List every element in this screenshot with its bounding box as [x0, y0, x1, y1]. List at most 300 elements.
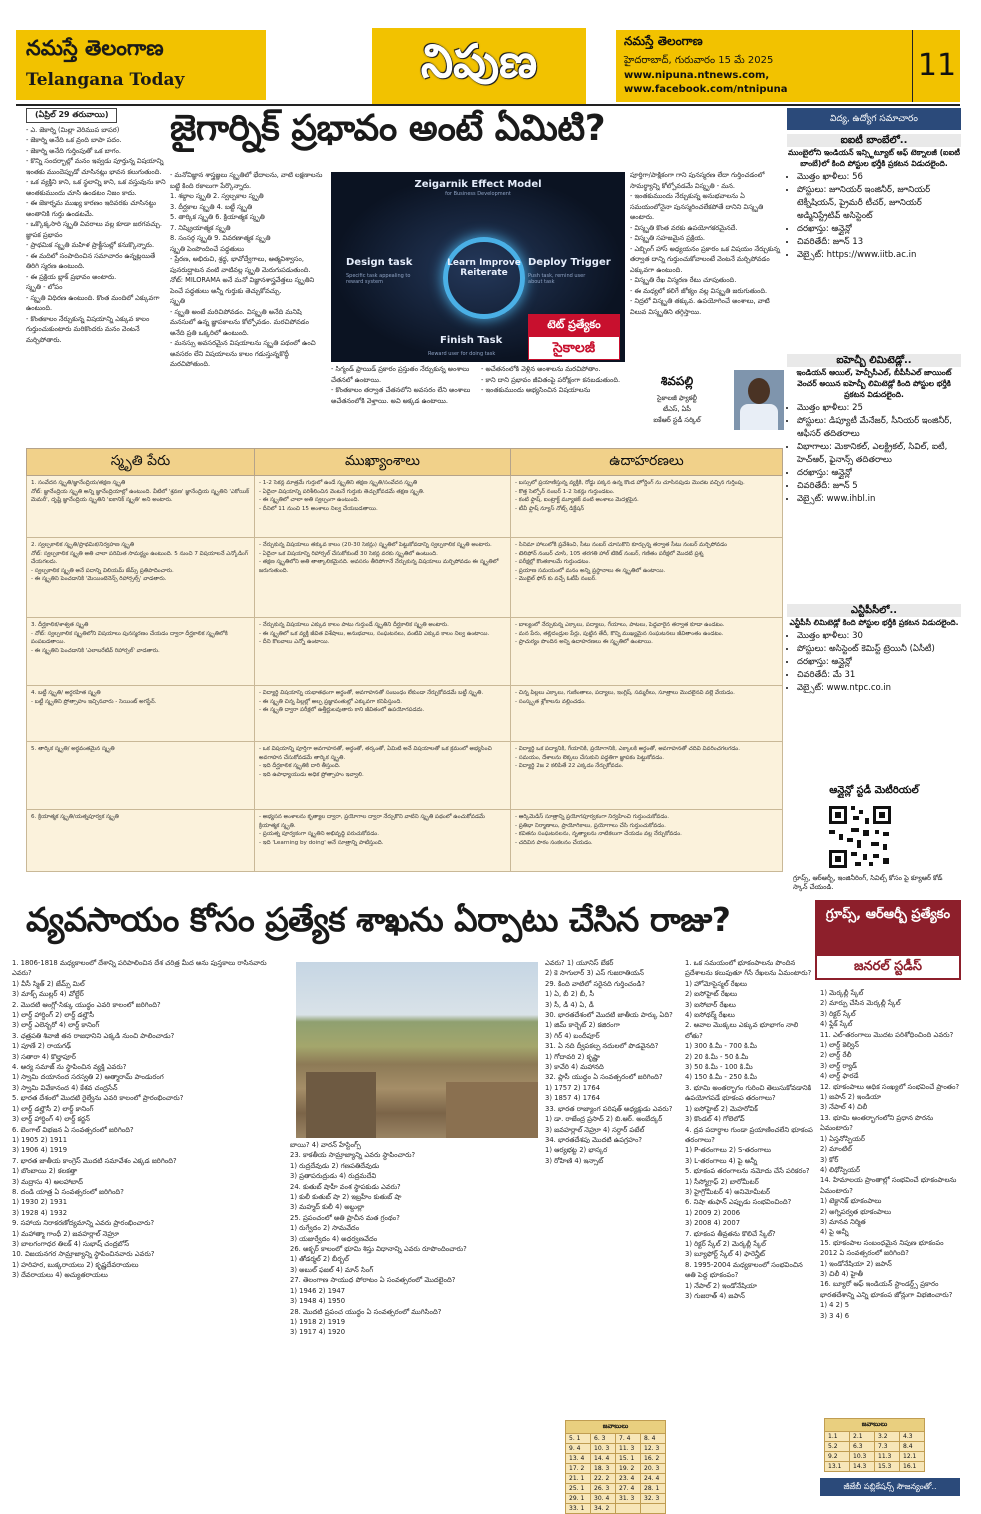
- text-line: - అచేతనంలోకి వెళ్లిన అంశాలను మరచిపోతాం.: [481, 365, 601, 373]
- text-line: 8. 1995-2004 మధ్యకాలంలో సంభవించిన అతి పెద్ద భూకంపం?: [685, 1260, 803, 1280]
- text-line: 12. భూకంపాలు అధిక సంఖ్యలో సంభవించే ప్రాంతం?: [820, 1082, 960, 1091]
- questions-column5: [820, 988, 960, 1418]
- job-box-list: [787, 402, 961, 506]
- text-line: 3) రోహిణి 4) ఇన్సాట్: [545, 1156, 604, 1165]
- questions-column1: [12, 958, 284, 1498]
- text-line: 1) హరిహర, బుక్కరాయలు 2) కృష్ణదేవరాయలు: [12, 1260, 139, 1269]
- author-role: సైకాలజీ ఫ్యాకల్టీ: [656, 394, 698, 402]
- text-line: - ఈ ప్రక్రియ బ్లాక్ ప్రభావం అంటారు.: [26, 272, 117, 281]
- text-line: 3) రిక్టర్ స్కేల్: [820, 1009, 856, 1018]
- text-line: 25. ప్రపంచంలో అతి ప్రాచీన మత గ్రంథం?: [290, 1213, 400, 1222]
- answer-row: [566, 1464, 666, 1474]
- table-row: [27, 476, 783, 538]
- text-line: 3) స్వామి వివేకానంద 4) కేశవ చంద్రసేన్: [12, 1083, 118, 1092]
- text-line: 1) ఏ, బీ 2) బీ, సీ: [545, 990, 595, 999]
- text-line: • వెబ్సైట్: www.ntpc.co.in: [797, 682, 961, 695]
- text-line: 1) సీస్మోగ్రాఫ్ 2) బారోమీటర్: [685, 1177, 759, 1186]
- job-box-ihbl: [787, 354, 961, 506]
- text-line: 3) L-తరంగాలు 4) పై అన్నీ: [685, 1156, 758, 1165]
- text-line: 3) సతారా 4) కొల్హాపూర్: [12, 1052, 76, 1061]
- table-cell-examples: - బాల్యంలో నేర్చుకున్న ఎక్కాలు, పద్యాలు, గేయాలు, పాటలు, పెద్దవారైన తర్వాత కూడా ఉండటం. - మన పేరు, తల్లిదండ్రుల పేర్లు, పుట్టిన తేదీ, కొన్ని ముఖ్యమైన సంఘటనలు జీవితాంతం ఉండటం. - ప్రాచుర్యం పొందిన అన్ని ఉదాహరణలు ఈ స్మృతిలో ఉంటాయి.: [511, 618, 783, 686]
- table-cell-examples: - చిన్న పిల్లలు ఎక్కాలు, గుణింతాలు, పద్యాలు, ఇంగ్లిష్, సమ్మరీలు, సూత్రాలు మొదలైనవి వల్లె వేయడం. - సంస్కృత శ్లోకాలను వల్లించడం.: [511, 686, 783, 742]
- answer-cell: 21. 1: [566, 1474, 591, 1484]
- table-row: [27, 686, 783, 742]
- article1-column2: [170, 170, 325, 450]
- table-row: [27, 538, 783, 618]
- text-line: 1) హోమోసైస్మల్ రేఖలు: [685, 979, 748, 988]
- text-line: - స్మృతి విధిరణ ఉంటుంది. కొంత మందిలో ఎక్కువగా ఉంటుంది.: [26, 293, 160, 312]
- text-line: 2. ఆవాల మొక్కలు ఎక్కువ భూభాగం నాలి లోతు?: [685, 1021, 799, 1040]
- text-line: 3) గిర్ 4) బందీపూర్: [545, 1031, 600, 1040]
- jobs-sidebar: [787, 108, 961, 891]
- text-line: 32. ప్లాసీ యుద్ధం ఏ సంవత్సరంలో జరిగింది?: [545, 1073, 663, 1082]
- text-line: 1) మెర్కల్లీ స్కేల్: [820, 989, 864, 997]
- qr-caption: గ్రూప్స్, ఆర్ఆర్బీ, ఇంజినీరింగ్, సివిల్స్ కోసం పై క్యూఆర్ కోడ్ స్కాన్ చేయండి.: [793, 874, 943, 891]
- table-cell-examples: - సినిమా హాలులోకి ప్రవేశించి, సీటు నంబర్ చూసుకొని కూర్చున్న తర్వాత సీటు నంబర్ మర్చిపోవడం - టెలిఫోన్ నంబర్ చూసి, 105 తరగతి హాల్ టికెట్ నంబర్, గణితం పరీక్షలో మొదటి ప్రశ్న - పరీక్షల్లో కొంతకాలమే గుర్తుండటం. - ప్రయాణ సమయంలో మనం అన్ని ప్రస్థానాలు ఈ స్మృతిలో ఉంటాయి. - మొబైల్ ఫోన్ కు వచ్చే ఓటీపీ నంబర్.: [511, 538, 783, 618]
- text-line: 33. భారత రాజ్యాంగ పరిషత్ అధ్యక్షుడు ఎవరు?: [545, 1104, 673, 1113]
- answer-cell: 7.3: [875, 1442, 900, 1452]
- text-line: - నిద్రలో విస్మృతి తక్కువ. ఉపయోగించే అంశాలు, వాటి విలువ విస్మృతిని తగ్గిస్తాయి.: [630, 297, 770, 316]
- brand-left-english: Telangana Today: [26, 70, 185, 90]
- job-box-iitb: [787, 134, 961, 262]
- text-line: 3) మద్రాసు 4) అలహాబాద్: [12, 1177, 83, 1186]
- text-line: 30. భారతదేశంలో మొదటి జాతీయ పార్కు ఏది?: [545, 1011, 673, 1020]
- table-cell-points: - అభ్యసన అంశాలను కృత్యాల ద్వారా, ప్రయోగాల ద్వారా నేర్చుకొని వాటిని స్మృతి పథంలో ఉంచుకోవడమే క్రియాత్మక స్మృతి. - ప్రయత్న పూర్వకంగా స్మృతిని అభివృద్ధి పరుచుకోవడం. - ఇది 'Learning by doing' అనే సూత్రాన్ని పాటిస్తుంది.: [255, 810, 511, 872]
- answer-cell: 4.3: [900, 1432, 925, 1442]
- text-line: - ఒక వ్యక్తిని కాని, ఒక స్థలాన్ని కాని, ఒక వస్తువును కాని అంతకుముందు చూసి ఉండటం నిజం కాదు.: [26, 178, 166, 197]
- answer-cell: 2.1: [850, 1432, 875, 1442]
- answer-row: [566, 1504, 666, 1514]
- text-line: 27. తెలంగాణ సాయుధ పోరాటం ఏ సంవత్సరంలో మొదలైంది?: [290, 1276, 456, 1285]
- table-row: [27, 810, 783, 872]
- text-line: • వెబ్సైట్: www.ihbl.in: [797, 493, 961, 506]
- text-line: 16. బ్యూరో ఆఫ్ ఇండియన్ స్టాండర్డ్స్ ప్రకారం భారతదేశాన్ని ఎన్ని భూకంప జోన్లుగా విభజించారు?: [820, 1280, 953, 1299]
- text-line: 3) లార్డ్ ఎలెన్బరో 4) లార్డ్ కానింగ్: [12, 1021, 100, 1030]
- text-line: 1) 1905 2) 1911: [12, 1135, 68, 1144]
- text-line: నోట్: MILORAMA అనే మనో విజ్ఞానశాస్త్రవేత్తలు స్మృతిని పెంచే పద్ధతులు అన్నీ గుర్తుకు తెచ్చుకోవచ్చు.: [170, 276, 315, 295]
- answer-row: [825, 1462, 925, 1472]
- table-header-name: స్మృతి పేరు: [27, 449, 255, 476]
- answer-cell: 9.2: [825, 1452, 850, 1462]
- diagram-left-label: Design task: [346, 257, 413, 268]
- text-line: 1) 1930 2) 1931: [12, 1198, 68, 1207]
- job-box-title: ఐఐటీ బాంబేలో..: [787, 134, 961, 147]
- text-line: 1) పూణే 2) రాయగఢ్: [12, 1042, 72, 1051]
- text-line: 1) నేపాల్ 2) ఇండోనేషియా: [685, 1281, 757, 1290]
- text-line: 1) టెక్టానిక్ భూకంపాలు: [820, 1197, 882, 1206]
- answer-cell: 10. 3: [591, 1444, 616, 1454]
- text-line: • చివరితేదీ: జూన్ 5: [797, 480, 961, 493]
- text-line: 3) గుజరాత్ 4) జపాన్: [685, 1292, 745, 1300]
- text-line: 2. మొదటి ఆంగ్లో-సిక్కు యుద్ధం ఎవరి కాలంలో జరిగింది?: [12, 1000, 161, 1009]
- article1-column1-body: [26, 125, 166, 346]
- answer-cell: 12. 3: [641, 1444, 666, 1454]
- text-line: - ఒక్కొక్కసారి స్మృతి వివరాలు వల్ల కూడా జరగవచ్చు.: [26, 220, 162, 228]
- brand-left-telugu: నమస్తే తెలంగాణ: [26, 36, 164, 60]
- answer-key-2-body: [825, 1432, 925, 1472]
- text-line: - సిగ్మండ్ ఫ్రాయిడ్ ప్రకారం ప్రస్తుతం నేర్చుకున్న అంశాలు చేతనలో ఉంటాయి.: [331, 365, 470, 384]
- text-line: - విస్మృతి రేఖ విస్మరణ రేటు చూపుతుంది.: [630, 276, 737, 284]
- text-line: - స్మృతి అంటే మరిచిపోవడం. విస్మృతి అనేది మనిషి మనసులో ఉన్న జ్ఞాపకాలను కోల్పోవడం. మరచిపోవడం అనేది ప్రతి ఒక్కరిలో ఉంటుంది.: [170, 307, 309, 337]
- answer-cell: 7. 4: [616, 1434, 641, 1444]
- ruins-wall-2: [446, 1082, 538, 1138]
- text-line: 1) 1757 2) 1764: [545, 1083, 601, 1092]
- text-line: 3. ఛత్రపతి శివాజీ తన రాజధానిని ఎక్కడి నుంచి పాలించాడు?: [12, 1031, 175, 1040]
- diagram-bottom-sub: Reward user for doing task: [428, 351, 496, 357]
- text-line: 11. ఎల్-తరంగాలు మొదట పరిశోధించింది ఎవరు?: [820, 1030, 954, 1039]
- job-box-ntpc: [787, 604, 961, 695]
- text-line: 5. భూకంప తరంగాలను నమోదు చేసే పరికరం?: [685, 1167, 810, 1176]
- cycle-ring-icon: [443, 237, 525, 319]
- text-line: 7. నిష్క్రియాత్మక స్మృతి: [170, 223, 231, 232]
- text-line: • చివరితేదీ: జూన్ 13: [797, 236, 961, 249]
- questions-column4-body: [685, 958, 815, 1301]
- text-line: • దరఖాస్తు: ఆన్లైన్లో: [797, 656, 961, 669]
- text-line: 3. భూమి అంతర్భాగం గురించి తెలుసుకోవడానికి ఉపయోగపడే భూకంప తరంగాలు?: [685, 1083, 812, 1103]
- author-location: టీఎస్, ఏపీ: [663, 405, 691, 413]
- table-cell-name: 3. దీర్ఘకాలిక/శాశ్వత స్మృతి - నోట్: స్వల్పకాలిక స్మృతిలోని విషయాలు పునస్మరణం చేయడం ద్వారా దీర్ఘకాలిక స్మృతిలోకి పంపబడతాయి. - ఈ స్మృతిని పెంచడానికి 'ఎలాబరేటివ్ రిహార్సల్' వాడతారు.: [27, 618, 255, 686]
- text-line: 4) లార్డ్ ఫారడే: [820, 1072, 859, 1081]
- author-box: [624, 370, 784, 448]
- text-line: 5. భారత దేశంలో మొదటి రైల్వేను ఎవరి కాలంలో ప్రారంభించారు?: [12, 1094, 184, 1103]
- text-line: 4) లిథోస్ఫియర్: [820, 1165, 861, 1174]
- answer-row: [566, 1474, 666, 1484]
- text-line: 8. సంసర్గ స్మృతి 9. వివరణాత్మక స్మృతి: [170, 234, 271, 242]
- text-line: 28. మొదటి ప్రపంచ యుద్ధం ఏ సంవత్సరంలో ముగిసింది?: [290, 1307, 442, 1316]
- article1-column2-body: [170, 170, 325, 370]
- text-line: 3) ఐసోబార్ రేఖలు: [685, 1000, 736, 1009]
- text-line: 3) 1948 4) 1950: [290, 1297, 346, 1306]
- diagram-title: Zeigarnik Effect Model: [414, 179, 542, 190]
- text-line: 4. ద్రవ పదార్థాల గుండా ప్రయాణించలేని భూకంప తరంగాలు?: [685, 1125, 813, 1144]
- text-line: 1) 2009 2) 2006: [685, 1208, 741, 1217]
- answer-cell: 3.2: [875, 1432, 900, 1442]
- text-line: 2) మాంటిల్: [820, 1145, 852, 1154]
- diagram-right-label: Deploy Trigger: [528, 257, 611, 268]
- answer-row: [566, 1484, 666, 1494]
- text-line: - ప్రేరణ, అభిరుచి, శ్రద్ధ, భావోద్వేగాలు, ఆత్మవిశ్వాసం, పునరుద్ఘాటన వంటి వాటివల్ల స్మృతి మెరుగుపడుతుంది.: [170, 255, 311, 274]
- text-line: 1) తోడర్మల్ 2) బీర్బల్: [290, 1255, 349, 1264]
- issue-date: హైదరాబాద్, గురువారం 15 మే 2025: [624, 55, 774, 66]
- text-line: జ్ఞాపక ప్రభావం: [26, 230, 63, 239]
- text-line: 1) 4 2) 5: [820, 1301, 850, 1310]
- masthead: [16, 28, 960, 106]
- diagram-center-label: Learn Improve Reiterate: [447, 258, 521, 278]
- text-line: 1) 300 కి.మీ - 700 కి.మీ: [685, 1042, 757, 1051]
- job-box-title: ఐహెచ్బీ లిమిటెడ్లో..: [787, 354, 961, 367]
- job-box-list: [787, 630, 961, 695]
- answer-cell: 11. 3: [616, 1444, 641, 1454]
- text-line: 5. తార్కిక స్మృతి 6. క్రియాత్మక స్మృతి: [170, 213, 265, 221]
- answer-cell: 5.2: [825, 1442, 850, 1452]
- text-line: 3) నేపాల్ 4) చిలీ: [820, 1103, 868, 1112]
- text-line: - ఇంతకుముందు నేర్చుకున్న అనుభవాలను ఏ సమయంలోనైనా పునస్మరించలేకపోతే దానిని విస్మృతి అంటారు.: [630, 192, 764, 221]
- answer-cell: 11.3: [875, 1452, 900, 1462]
- answer-cell: 5. 1: [566, 1434, 591, 1444]
- text-line: 34. భారతదేశపు మొదటి ఉపగ్రహం?: [545, 1135, 643, 1144]
- job-box-title: ఎన్టీపీసీలో..: [787, 604, 961, 617]
- text-line: స్మృతి - లోపం: [26, 283, 63, 291]
- text-line: - విస్మృతి సహజమైన ప్రక్రియ.: [630, 234, 705, 242]
- section-name: నిపుణ: [420, 34, 538, 88]
- text-line: 1) డా. రాజేంద్ర ప్రసాద్ 2) బి.ఆర్. అంబేద్కర్: [545, 1115, 663, 1124]
- answer-cell: 32. 3: [641, 1494, 666, 1504]
- answer-cell: 17. 2: [566, 1464, 591, 1474]
- answer-cell: 15. 1: [616, 1454, 641, 1464]
- text-line: 3) 2008 4) 2007: [685, 1219, 741, 1228]
- text-line: 1) 1946 2) 1947: [290, 1286, 346, 1295]
- text-line: 3) చిలీ 4) హైతీ: [820, 1269, 863, 1278]
- tag-line1: టెట్ ప్రత్యేకం: [547, 318, 601, 331]
- table-cell-points: - ఒక విషయాన్ని పూర్తిగా అవగాహనతో, అర్థంతో, తర్కంతో, ఏమిటి అనే విషయాలతో ఒక క్రమంలో అభ్యసించి అవగాహన చేసుకోవడమే తార్కిక స్మృతి. - ఇది దీర్ఘకాలిక స్మృతికి దారి తీస్తుంది. - ఇది ఉపాధ్యాయుడు అధిక ప్రోత్సాహం ఇవ్వాలి.: [255, 742, 511, 810]
- answer-cell: 30. 4: [591, 1494, 616, 1504]
- questions-column2-body: [290, 1140, 540, 1338]
- text-line: • మొత్తం ఖాళీలు: 30: [797, 630, 961, 643]
- answer-cell: 33. 1: [566, 1504, 591, 1514]
- answer-cell: 26. 3: [591, 1484, 616, 1494]
- answer-cell: 27. 4: [616, 1484, 641, 1494]
- text-line: 4) ఐసోథర్మ్ రేఖలు: [685, 1011, 735, 1020]
- text-line: • పోస్టులు: అసిస్టెంట్ కెమిస్ట్ ట్రెయినీ (ఏసీటీ): [797, 643, 961, 656]
- text-line: - కొంతకాలం నేర్చుకున్న విషయాన్ని ఎక్కువ కాలం గుర్తుంచుకుంటారు మరికొందరు మనం వెంటనే మర్చిపోతారు.: [26, 314, 150, 344]
- continuation-date: (ఏప్రిల్ 29 తరువాయి): [26, 108, 117, 123]
- text-line: 3) లార్డ్ హార్డింగ్ 4) లార్డ్ కర్జన్: [12, 1115, 90, 1124]
- text-line: - ఈ జెకార్నమ ముఖ్య కారణం ఇదివరకు చూసినట్టు అంతానికి గుర్తు ఉండటమే.: [26, 199, 157, 218]
- text-line: 3) 1917 4) 1920: [290, 1328, 346, 1337]
- text-line: 1. శబ్దాల స్మృతి 2. స్వల్పకాల స్మృతి: [170, 192, 264, 200]
- text-line: - కొంతకాలం తర్వాత చేతనలోని అవసరం లేని అంశాలు అచేతనంలోకి వెళ్తాయి. అవి అక్కడ ఉంటాయి.: [331, 386, 471, 405]
- text-line: 1) ఐసోహైట్ 2) మెహరోవిక్: [685, 1104, 758, 1113]
- text-line: స్మృతి పెంపొందించే పద్ధతులు: [170, 244, 244, 253]
- brand-right: [616, 30, 960, 102]
- text-line: స్మృతి: [170, 297, 186, 305]
- text-line: • మొత్తం ఖాళీలు: 56: [797, 171, 961, 184]
- answer-key-title: జవాబులు: [566, 1421, 666, 1434]
- text-line: 1) P-తరంగాలు 2) S-తరంగాలు: [685, 1146, 771, 1155]
- questions-column3-body: [545, 958, 680, 1166]
- answer-cell: 14. 4: [591, 1454, 616, 1464]
- answer-row: [566, 1454, 666, 1464]
- text-line: 3. దీర్ఘకాల స్మృతి 4. బట్టీ స్మృతి: [170, 202, 253, 211]
- author-photo-body: [740, 404, 778, 430]
- job-box-desc: ముంబైలోని ఇండియన్ ఇన్స్టిట్యూట్ ఆఫ్ టెక్నాలజీ (ఐఐటీ బాంబే)లో కింది పోస్టుల భర్తీకి ప్రకటన విడుదలైంది.: [788, 148, 960, 168]
- answer-cell: 13.1: [825, 1462, 850, 1472]
- diagram-left-sub: Specific task appealing to reward system: [346, 273, 411, 285]
- text-line: 13. భూమి అంతర్భాగంలోని ప్రధాన పొరను ఏమంటారు?: [820, 1113, 934, 1133]
- author-photo-head: [748, 378, 770, 404]
- table-cell-name: 6. క్రియాత్మక స్మృతి/యత్నపూర్వక స్మృతి: [27, 810, 255, 872]
- answer-row: [566, 1434, 666, 1444]
- text-line: 1) మహాత్మా గాంధీ 2) జవహర్లాల్ నెహ్రూ: [12, 1229, 120, 1238]
- text-line: 3) దేవరాయలు 4) అచ్యుతరాయలు: [12, 1271, 108, 1280]
- answer-cell: 20. 3: [641, 1464, 666, 1474]
- table-header-points: ముఖ్యాంశాలు: [255, 449, 511, 476]
- text-line: 3) బాలగంగాధర తిలక్ 4) సుభాష్ చంద్రబోస్: [12, 1239, 130, 1248]
- answer-row: [825, 1452, 925, 1462]
- section-logo: [372, 28, 586, 104]
- text-line: 3) కావేరి 4) మహానది: [545, 1063, 604, 1072]
- text-line: • విభాగాలు: మెకానికల్, ఎలక్ట్రికల్, సివిల్, ఐటీ, హెచ్ఆర్, ఫైనాన్స్ తదితరాలు: [797, 441, 961, 467]
- text-line: • వెబ్సైట్: https://www.iitb.ac.in: [797, 249, 961, 262]
- text-line: 7. భారత జాతీయ కాంగ్రెస్ మొదటి సమావేశం ఎక్కడ జరిగింది?: [12, 1156, 177, 1165]
- answer-cell: 16.1: [900, 1462, 925, 1472]
- text-line: 3) అబుల్ ఫజల్ 4) మాన్ సింగ్: [290, 1265, 374, 1274]
- text-line: 4) 150 కి.మీ - 250 కి.మీ: [685, 1073, 757, 1082]
- article1-column3-body: [630, 170, 780, 317]
- tag-line2: సైకాలజీ: [528, 336, 620, 360]
- fort-ruins-photo: [296, 962, 538, 1138]
- text-line: 4) పై అన్నీ: [820, 1228, 849, 1237]
- text-line: 1) ఏస్తనోస్ఫియర్: [820, 1134, 865, 1143]
- table-cell-name: 5. తార్కిక స్మృతి/ అర్థవంతమైన స్మృతి: [27, 742, 255, 810]
- text-line: 31. ఏ నది ద్వీపకల్ప నదులలో పొడవైనది?: [545, 1042, 659, 1051]
- text-line: - మనోవిజ్ఞాన శాస్త్రజ్ఞలు స్మృతిలో భేదాలను, వాటి లక్షణాలను బట్టి కింది రకాలుగా పేర్కొన్నారు.: [170, 171, 323, 190]
- author-institute: ఐకేఆర్ స్టడీ సర్కిల్: [653, 416, 701, 424]
- text-line: 1) జపాన్ 2) ఇండియా: [820, 1093, 882, 1102]
- answer-cell: 9. 4: [566, 1444, 591, 1454]
- text-line: - జెకార్ని అనేది ఒక వ్రంది బాపా పదం.: [26, 136, 122, 144]
- brand-left: [16, 30, 266, 100]
- answer-cell: 13. 4: [566, 1454, 591, 1464]
- text-line: 2) కె సాగులార్ 3) ఎస్ గుజరాతియన్: [545, 969, 644, 978]
- text-line: 2) 20 కి.మీ - 50 కి.మీ: [685, 1052, 749, 1061]
- text-line: 6. బెంగాల్ విభజన ఏ సంవత్సరంలో జరిగింది?: [12, 1125, 134, 1134]
- text-line: 1) 1918 2) 1919: [290, 1317, 346, 1326]
- answer-cell: 24. 4: [641, 1474, 666, 1484]
- brand-right-telugu: నమస్తే తెలంగాణ: [624, 34, 703, 48]
- table-row: [27, 742, 783, 810]
- text-line: 4) ఫ్లేక్ స్కేల్: [820, 1020, 853, 1029]
- text-line: 4. ఆర్య సమాజ్ ను స్థాపించిన వ్యక్తి ఎవరు?: [12, 1063, 127, 1072]
- text-line: - ఎబ్బింగ్ హాస్ అధ్యయనం ప్రకారం ఒక విషయం నేర్చుకున్న తర్వాత దాన్ని గుర్తుంచుకోవాలంటే వెంటనే మర్చిపోవడం ఎక్కువగా ఉంటుంది.: [630, 244, 780, 274]
- answer-key-title: జవాబులు: [825, 1419, 925, 1432]
- text-line: 3) జవహర్లాల్ నెహ్రూ 4) సర్దార్ పటేల్: [545, 1125, 645, 1134]
- answer-cell: 6. 3: [591, 1434, 616, 1444]
- text-line: • చివరితేదీ: మే 31: [797, 669, 961, 682]
- text-line: 14. హిమాలయ ప్రాంతాల్లో సంభవించే భూకంపాలను ఏమంటారు?: [820, 1176, 957, 1195]
- text-line: 1) జిమ్ కార్బెట్ 2) కజిరంగా: [545, 1021, 620, 1030]
- answer-key-1-body: [566, 1434, 666, 1514]
- text-line: 26. అక్బర్ కాలంలో భూమి శిస్తు విధానాన్ని ఎవరు రూపొందించారు?: [290, 1245, 467, 1254]
- text-line: ఎవరు? 1) యూనిస్ బేకర్: [545, 959, 614, 967]
- answer-cell: 14.3: [850, 1462, 875, 1472]
- text-line: 1) కులీ కుతుబ్ షా 2) ఇబ్రహీం కుతుబ్ షా: [290, 1193, 402, 1202]
- text-line: 3) సీ, డీ 4) ఏ, డీ: [545, 1000, 594, 1009]
- questions-column3: [545, 958, 680, 1498]
- answer-cell: 25. 1: [566, 1484, 591, 1494]
- text-line: 3) ప్రతాపరుద్రుడు 4) రుద్రమదేవి: [290, 1172, 377, 1181]
- answer-row: [825, 1432, 925, 1442]
- answer-cell: 18. 3: [591, 1464, 616, 1474]
- author-photo: [734, 370, 784, 430]
- text-line: - విస్మృతి కొంత వరకు ఉపయోగకరమైనదే.: [630, 223, 738, 232]
- job-box-list: [787, 171, 961, 262]
- text-line: 15. భూకంపాల సంబంధమైన నిపుణ భూకంపం 2012 ఏ సంవత్సరంలో జరిగింది?: [820, 1238, 944, 1258]
- text-line: 1) వీసీ స్మిత్ 2) జేమ్స్ మిల్: [12, 979, 85, 988]
- answer-row: [825, 1442, 925, 1452]
- author-name: శివపల్లి: [660, 374, 694, 388]
- answer-cell: 6.3: [850, 1442, 875, 1452]
- answer-cell: [641, 1504, 666, 1514]
- answer-cell: 23. 4: [616, 1474, 641, 1484]
- diagram-subtitle: for Business Development: [445, 191, 511, 197]
- diagram-bottom-label: Finish Task: [440, 335, 503, 346]
- answer-cell: 1.1: [825, 1432, 850, 1442]
- text-line: 2) మార్పు చేసిన మెర్కల్లీ స్కేల్: [820, 999, 901, 1008]
- text-line: 3) 50 కి.మీ - 100 కి.మీ: [685, 1063, 753, 1072]
- table-cell-examples: - బస్సులో ప్రయాణిస్తున్న వ్యక్తికి, రోడ్డు పక్కన ఉన్న కొండ హోర్డింగ్ ను చూసినపుడు మొదట వచ్చిన గుర్తింపు. - కొత్త సెల్ఫోన్ నంబర్ 1-2 సెకన్లు గుర్తుండటం. - కంటి ఫ్లాష్, ఐంట్రాక్ట్ మ్యూజిక్ వంటి అంశాలు మెదళ్లపైన. - టీవీ ఫ్లాష్ న్యూస్ నోట్స్ డిక్టేషన్: [511, 476, 783, 538]
- answer-cell: 8. 4: [641, 1434, 666, 1444]
- answer-cell: [616, 1504, 641, 1514]
- text-line: 1. ఒక సమయంలో భూకంపాలను పొందిన ప్రదేశాలను కలుపుతూ గీసే రేఖలను ఏమంటారు?: [685, 959, 812, 978]
- text-line: 3) మానవ నిర్మిత: [820, 1217, 866, 1226]
- sidebar-header: విద్య, ఉద్యోగ సమాచారం: [787, 108, 961, 130]
- job-box-desc: ఎన్టీపీసీ లిమిటెడ్లో కింది పోస్టుల భర్తీకి ప్రకటన విడుదలైంది.: [789, 618, 959, 627]
- text-line: 1) గోదావరి 2) కృష్ణా: [545, 1052, 600, 1061]
- text-line: 3) లార్డ్ ర్యాడ్: [820, 1061, 857, 1070]
- questions-column5-body: [820, 988, 960, 1321]
- website-link[interactable]: www.nipuna.ntnews.com,: [624, 70, 770, 81]
- job-box-desc: ఇండియన్ ఆయిల్, హెచ్పీసీఎల్, బీపీసీఎల్ జాయింట్ వెంచర్ అయిన ఐహెచ్బీ లిమిటెడ్లో కింది పోస్టుల భర్తీకి ప్రకటన విడుదలైంది.: [796, 368, 952, 399]
- table-row: [27, 618, 783, 686]
- facebook-link[interactable]: www.facebook.com/ntnipuna: [624, 84, 788, 95]
- answer-cell: 29. 1: [566, 1494, 591, 1504]
- article1-column2b-body: [331, 364, 623, 406]
- text-line: 1) లార్డ్ కెల్విన్: [820, 1041, 859, 1050]
- text-line: 2) ఐసోహైట్ రేఖలు: [685, 990, 738, 999]
- text-line: 3) 1906 4) 1919: [12, 1146, 68, 1155]
- text-line: 6. నిషా తుఫాన్ ఎప్పుడు సంభవించింది?: [685, 1198, 792, 1207]
- text-line: 23. కాకతీయ సామ్రాజ్యాన్ని ఎవరు స్థాపించారు?: [290, 1151, 416, 1160]
- text-line: - ప్రాథమిక స్మృతి మహిళ ప్రాక్టీసుల్లో కనుక్కొన్నారు.: [26, 241, 155, 249]
- table-cell-name: 1. సంవేదన స్మృతి/జ్ఞానేంద్రియ/తక్షణ స్మృతి నోట్: జ్ఞానేంద్రియ స్మృతి అన్ని జ్ఞానేంద్రియాల్లో ఉంటుంది. వీటిలో 'శ్రవణ' జ్ఞానేంద్రియ స్మృతిని 'ఎకోయిక్ మెమరీ', దృష్టి జ్ఞానేంద్రియ స్మృతిని 'ఐకానిక్ స్మృతి' అని అంటారు.: [27, 476, 255, 538]
- page-number: 11: [912, 30, 961, 102]
- text-line: 3) 3 4) 6: [820, 1311, 850, 1320]
- table-cell-name: 2. స్వల్పకాలిక స్మృతి/ప్రాథమిక/నిర్వహణ స్మృతి నోట్: స్వల్పకాలిక స్మృతి అతి చాలా పరిమిత సామర్థ్యం ఉంటుంది. 5 నుంచి 7 విషయాలనే ఎన్కోడింగ్ చేయగలదు. - స్వల్పకాలిక స్మృతి అనే పదాన్ని విలియమ్ జేమ్స్ ప్రతిపాదించారు. - ఈ స్మృతిని పెంచడానికి 'మెయింటెనెన్స్ రిహార్సల్స్' వాడతారు.: [27, 538, 255, 618]
- table-body: [27, 476, 783, 872]
- text-line: 3) హైగ్రోమీటర్ 4) అనిమోమీటర్: [685, 1187, 771, 1196]
- answer-cell: 19. 2: [616, 1464, 641, 1474]
- text-line: 1) రిక్టర్ స్కేల్ 2) మెర్కల్లీ స్కేల్: [685, 1239, 766, 1248]
- questions-column4: [685, 958, 815, 1498]
- text-line: 1. 1806-1818 మధ్యకాలంలో దేశాన్ని పరిపాలించిన దేశ చరిత్ర మీద అను పుస్తకాలు రాసినవారు ఎవరు?: [12, 959, 267, 978]
- text-line: 3) కొండల్ 4) గోలెలోవ్: [685, 1115, 745, 1124]
- text-line: - ఈ మదిలో సంపాదించిన సమాచారం ఉన్నట్లయితే తిరిగి స్మరణ ఉంటుంది.: [26, 251, 156, 270]
- text-line: • మొత్తం ఖాళీలు: 25: [797, 402, 961, 415]
- answer-cell: 8.4: [900, 1442, 925, 1452]
- ruins-wall: [306, 1072, 376, 1138]
- text-line: - కొన్ని సందర్భాల్లో మనం ఇవ్వడు పూర్తున్న విషయాన్ని ఇంతకు ముందెప్పుడో చూసినట్లు భావన కలుగుతుంది.: [26, 157, 164, 176]
- text-line: 2) లార్డ్ రేలీ: [820, 1051, 852, 1060]
- text-line: 3) మాక్స్ ముల్లర్ 4) వోల్టేర్: [12, 990, 84, 999]
- article1-column2b: [331, 364, 623, 450]
- text-line: 9. సహాయ నిరాకరణోద్యమాన్ని ఎవరు ప్రారంభించారు?: [12, 1219, 155, 1228]
- text-line: 1) స్వామి దయానంద సరస్వతి 2) ఆత్మారామ్ పాండురంగ: [12, 1073, 164, 1082]
- study-material-title: ఆన్లైన్లో స్టడీ మెటీరియల్: [829, 785, 919, 796]
- text-line: - ఎ. జెకార్ని (మిల్లా వెరిముప బాపర): [26, 125, 120, 134]
- diagram-right-sub: Push task, remind user about task: [528, 273, 586, 285]
- text-line: 2) అగ్నిపర్వత భూకంపాలు: [820, 1207, 892, 1216]
- text-line: • పోస్టులు: జూనియర్ ఇంజినీర్, జూనియర్ టెక్నీషియన్, ప్రైమరీ టీచర్, జూనియర్ అడ్మినిస్ట్రేటివ్ అసిస్టెంట్: [797, 184, 961, 223]
- table-cell-points: - 1-2 సెకన్ల మాత్రమే గుర్తులో ఉండే స్మృతిని తక్షణ స్మృతి/సంవేదన స్మృతి - ఏదైనా విషయాన్ని పరిశీలించిన వెంటనే గుర్తుకు తెచ్చుకోవడమే తక్షణ స్మృతి. - ఈ స్మృతిలో చాలా అతి స్వల్పంగా ఉంటుంది. - దీనిలో 11 నుంచి 15 అంశాలు నిల్వ చేయబడతాయి.: [255, 476, 511, 538]
- text-line: - ఈ మధ్యలో కలిగే జోక్యం వల్ల విస్మృతి జరుగుతుంది.: [630, 286, 768, 295]
- table-cell-examples: - విద్యార్థి ఒక పద్యానికి, గేయానికి, ప్రయోగానికి, ఎక్కాలకి అర్థంతో, అవగాహనతో చదివి వివరించగలగడం. - సమయం, దేశాలను లెక్కలు చేసుకుని పద్ధతిగా జ్ఞాపకం పెట్టుకోవడం. - విద్యార్థి 2జ 2 కలిపితే 22 ఎక్కడం నేర్చుకోవడం.: [511, 742, 783, 810]
- qr-code-icon[interactable]: [827, 804, 893, 870]
- text-line: - మనస్సు అవసరమైన విషయాలను స్మృతి పథంలో ఉంచి అవసరం లేని విషయాలను కాలం గడుస్తున్నకొద్దీ మరచిపోతుంది.: [170, 339, 316, 368]
- text-line: 1) లార్డ్ హార్డింగ్ 2) లార్డ్ డల్హౌసీ: [12, 1011, 95, 1020]
- questions-column1-body: [12, 958, 284, 1281]
- text-line: • దరఖాస్తు: ఆన్లైన్లో: [797, 467, 961, 480]
